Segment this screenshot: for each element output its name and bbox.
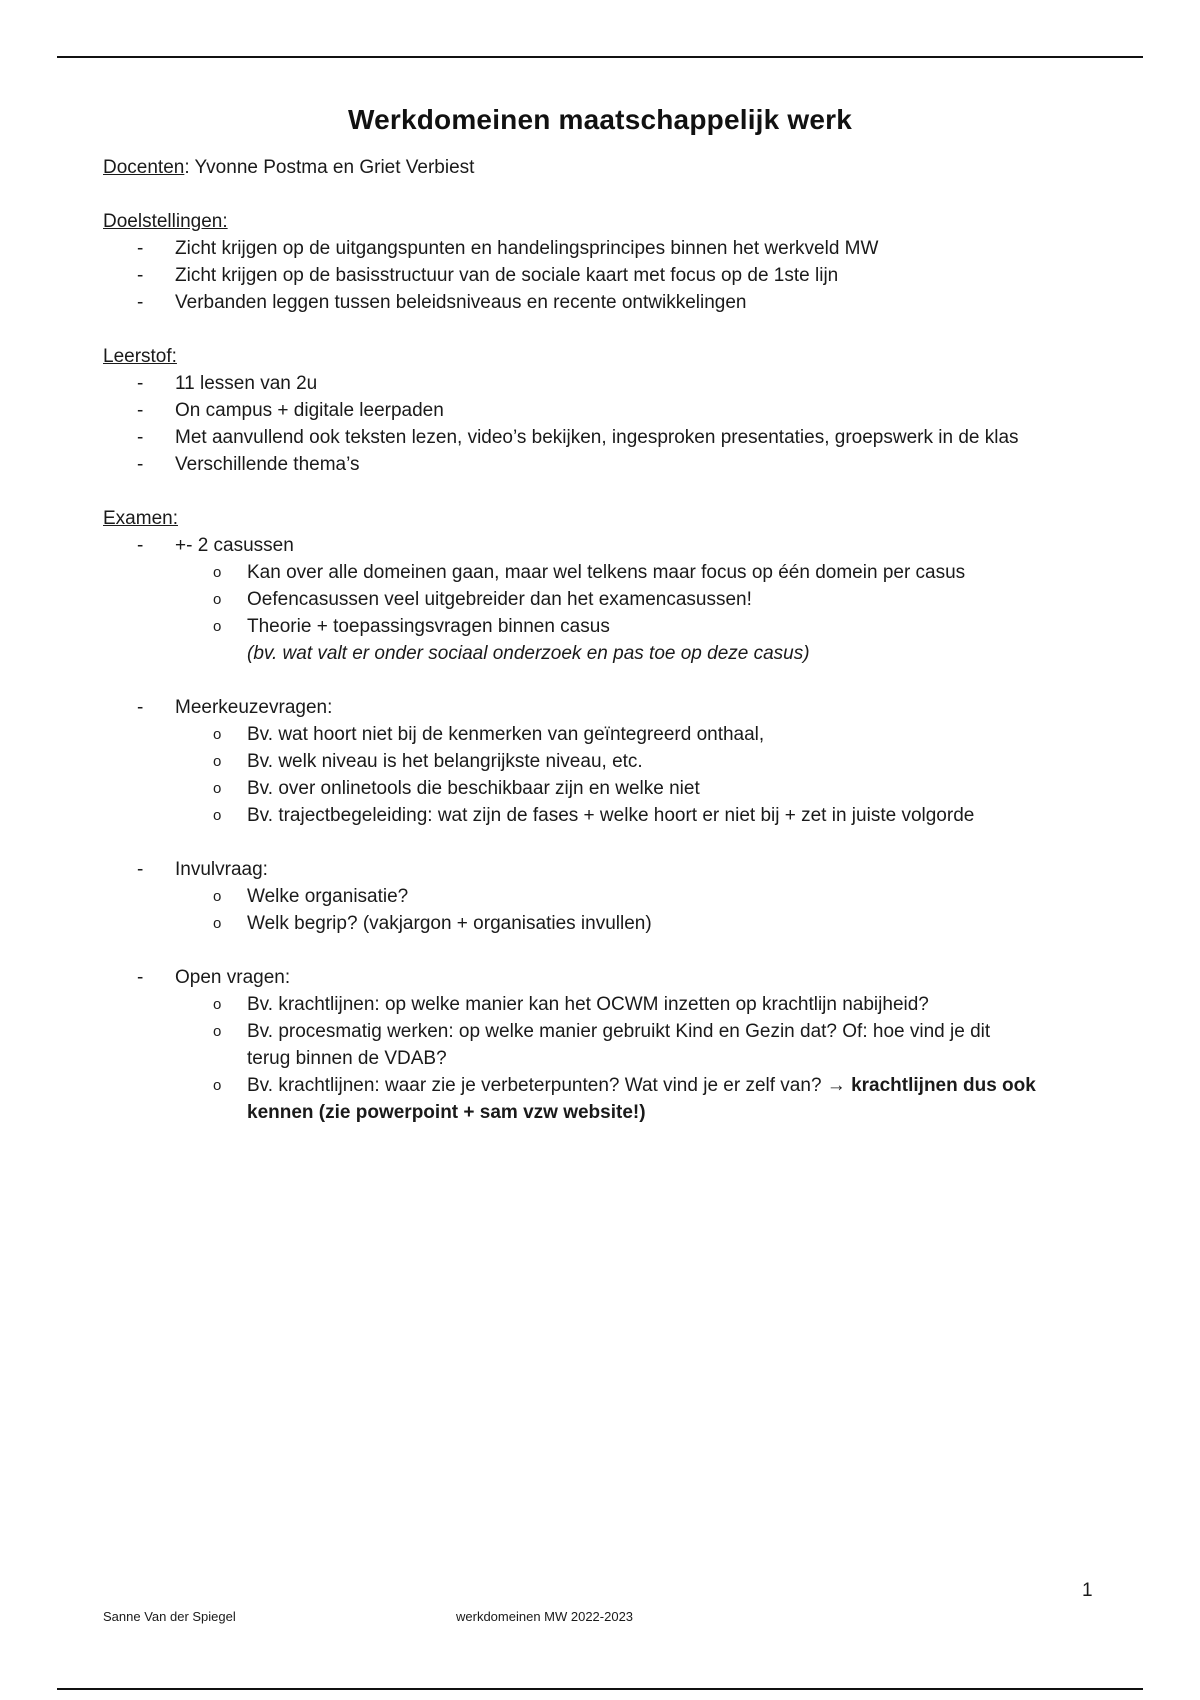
docenten-value: : Yvonne Postma en Griet Verbiest [184,157,475,178]
sub-list-item: o Kan over alle domeinen gaan, maar wel telkens maar focus op één domein per casus [213,562,966,583]
leerstof-heading: Leerstof: [103,346,177,367]
list-item: - Zicht krijgen op de uitgangspunten en handelingsprincipes binnen het werkveld MW [137,238,879,259]
sub-list-item: o Bv. krachtlijnen: waar zie je verbeterpunten? Wat vind je er zelf van? → krachtlijnen dus ook [213,1075,1036,1096]
sub-list-item: o Bv. wat hoort niet bij de kenmerken van geïntegreerd onthaal, [213,724,765,745]
sub-list-item: o Oefencasussen veel uitgebreider dan het examencasussen! [213,589,752,610]
list-item: - Verschillende thema’s [137,454,360,475]
footer-rule [57,1688,1143,1690]
docenten-line [103,154,1103,181]
sub-list-item: o Bv. welk niveau is het belangrijkste niveau, etc. [213,751,643,772]
examen-heading: Examen: [103,508,178,529]
footer-course: werkdomeinen MW 2022-2023 [456,1609,634,1624]
sub-list-item: o Welk begrip? (vakjargon + organisaties invullen) [213,913,652,934]
docenten-label: Docenten [103,157,185,178]
list-item: - 11 lessen van 2u [137,373,318,394]
list-item: - Verbanden leggen tussen beleidsniveaus en recente ontwikkelingen [137,292,747,313]
list-item: - Meerkeuzevragen: [137,697,333,718]
document-title: Werkdomeinen maatschappelijk werk [347,104,853,135]
list-item: - Open vragen: [137,967,291,988]
sub-list-item-continuation: terug binnen de VDAB? [247,1048,447,1069]
list-item: - On campus + digitale leerpaden [137,400,444,421]
list-item: - Invulvraag: [137,859,268,880]
doelstellingen-heading: Doelstellingen: [103,211,228,232]
sub-list-item: o Bv. over onlinetools die beschikbaar zijn en welke niet [213,778,700,799]
sub-list-item: o Theorie + toepassingsvragen binnen casus [213,616,610,637]
footer-author: Sanne Van der Spiegel [103,1609,236,1624]
page-number: 1 [1082,1580,1093,1601]
sub-list-item: o Bv. trajectbegeleiding: wat zijn de fases + welke hoort er niet bij + zet in juiste volgorde [213,805,975,826]
sub-list-item: o Welke organisatie? [213,886,409,907]
document-body [103,154,1103,1126]
list-item: - Met aanvullend ook teksten lezen, video’s bekijken, ingesproken presentaties, groepswerk in de klas [137,427,1019,448]
sub-list-item: o Bv. krachtlijnen: op welke manier kan het OCWM inzetten op krachtlijn nabijheid? [213,994,929,1015]
casus-example-note: (bv. wat valt er onder sociaal onderzoek en pas toe op deze casus) [247,643,810,664]
list-item: - Zicht krijgen op de basisstructuur van de sociale kaart met focus op de 1ste lijn [137,265,839,286]
list-item: - +- 2 casussen [137,535,294,556]
sub-list-item-continuation: kennen (zie powerpoint + sam vzw website!) [247,1102,646,1123]
sub-list-item: o Bv. procesmatig werken: op welke manier gebruikt Kind en Gezin dat? Of: hoe vind je dit [213,1021,991,1042]
header-rule [57,56,1143,58]
